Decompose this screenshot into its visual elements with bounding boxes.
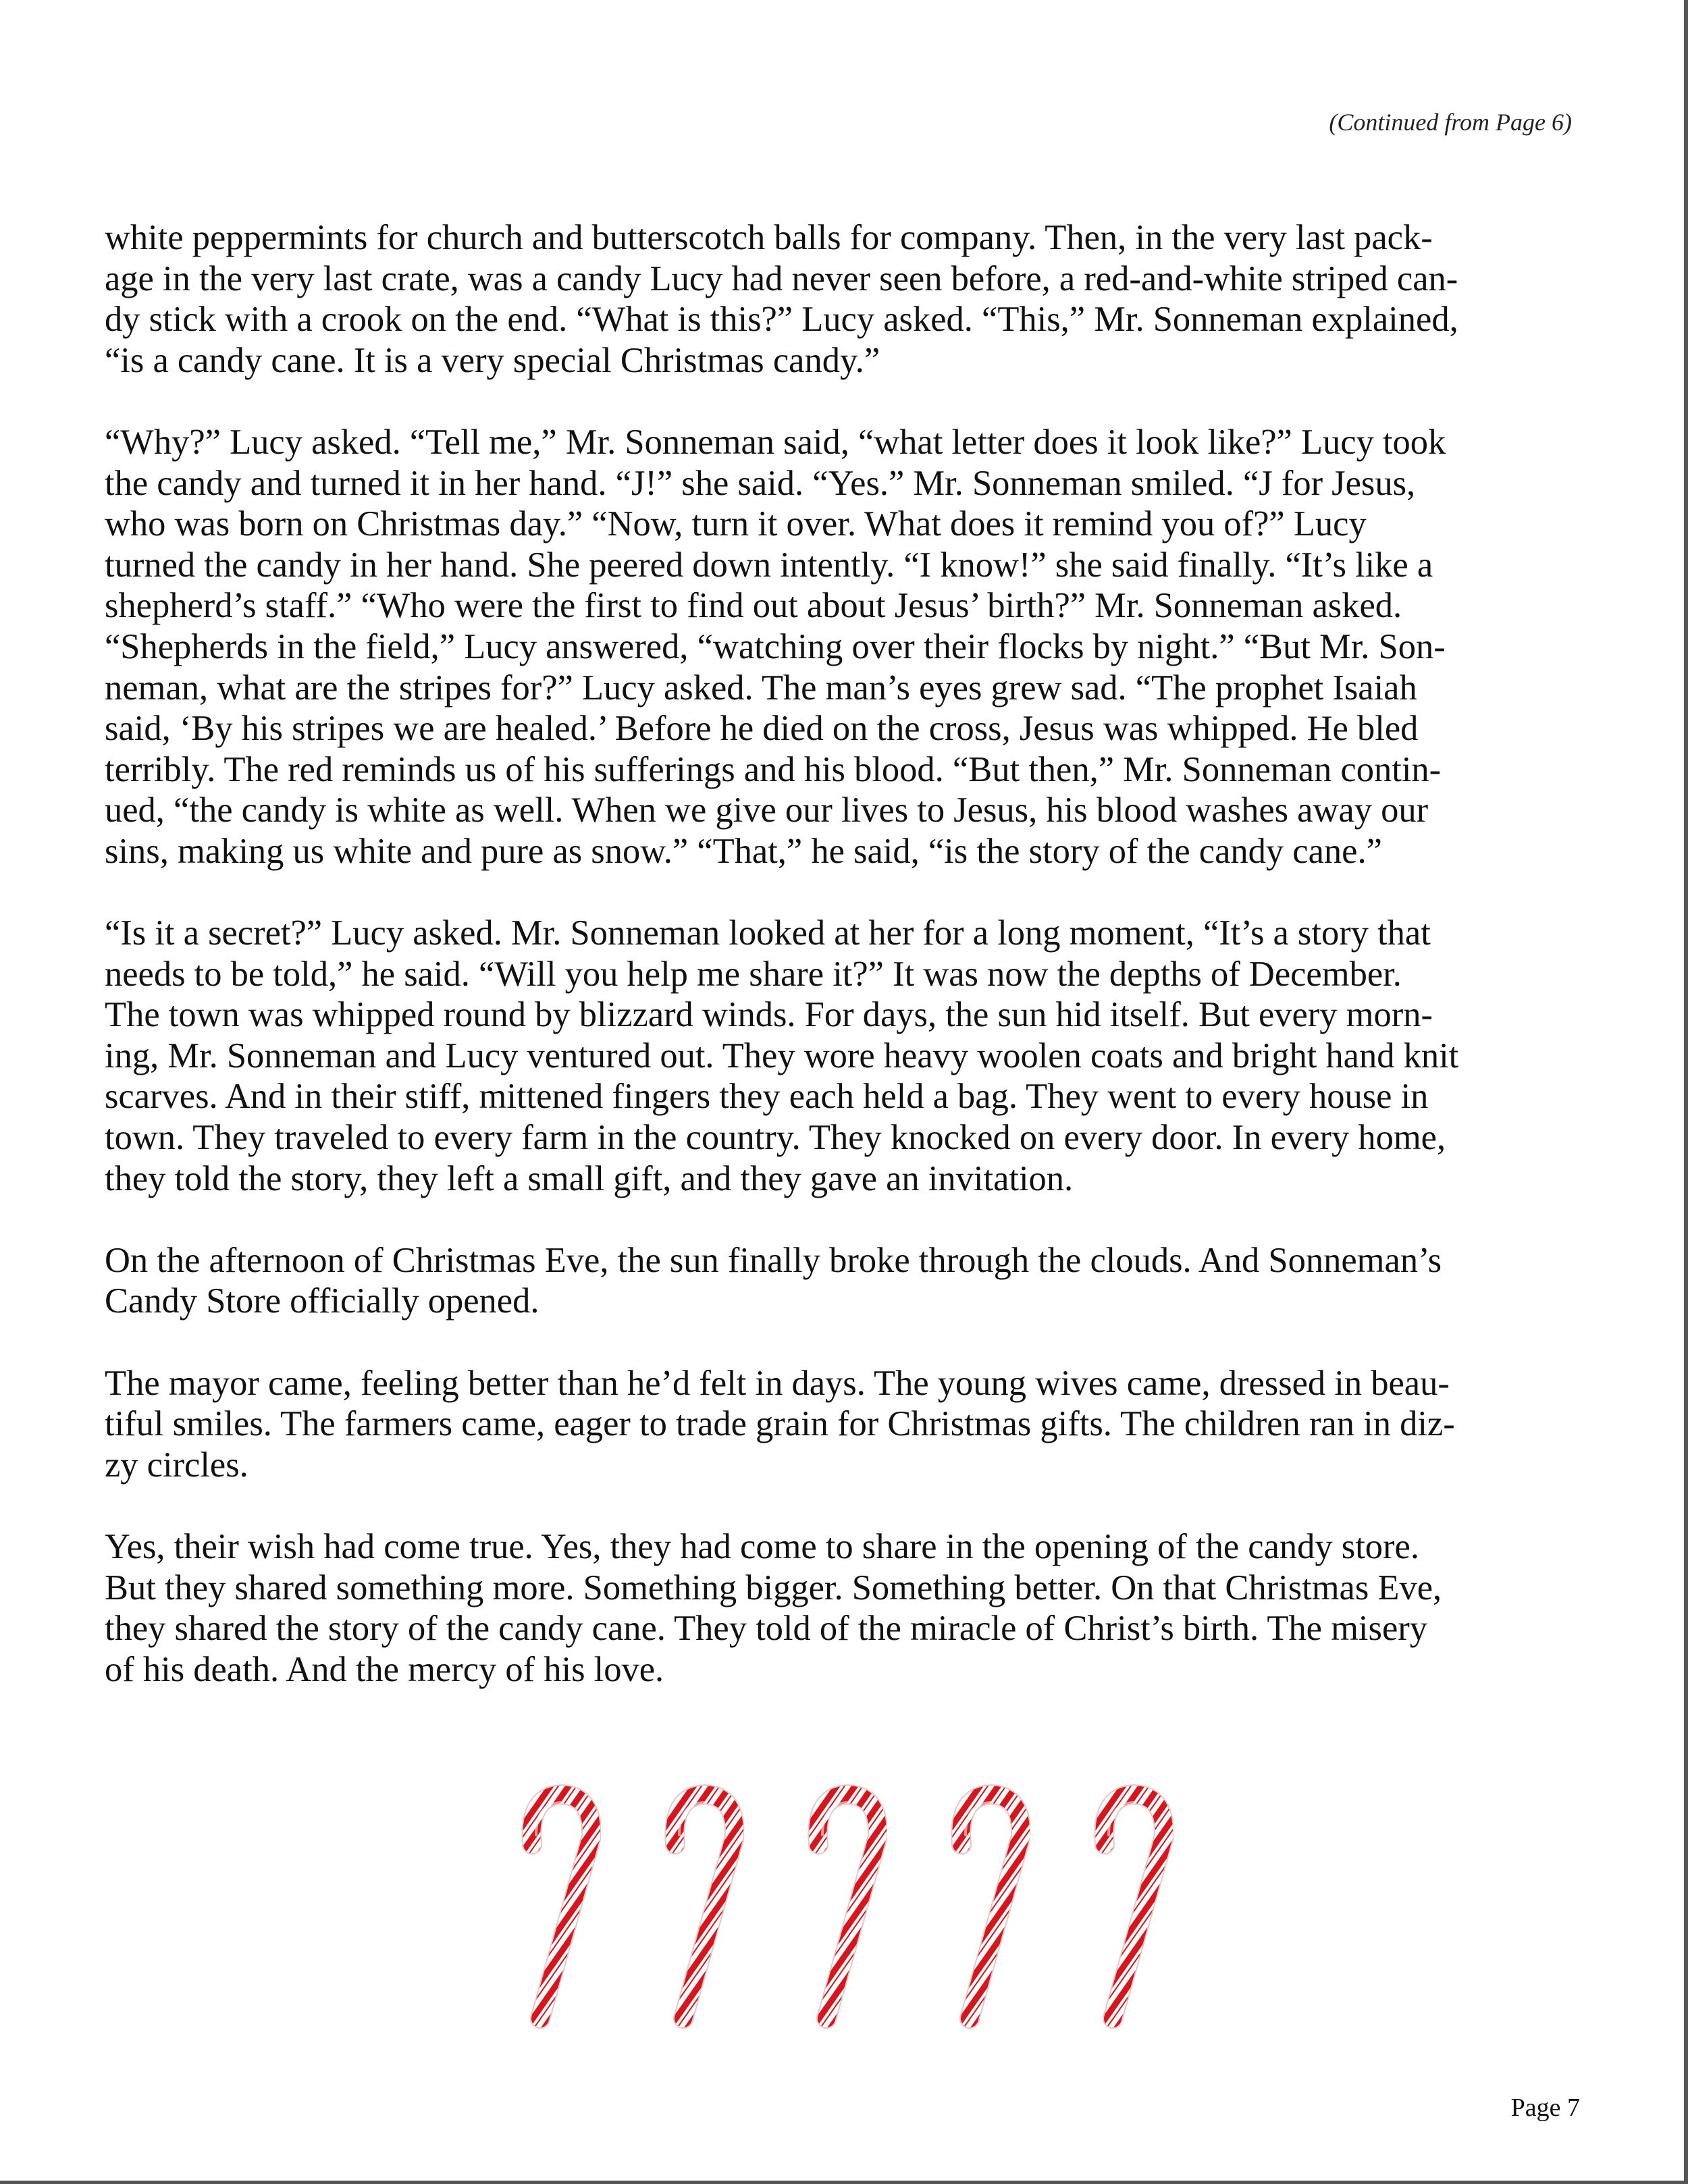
- story-paragraph: The mayor came, feeling better than he’d felt in days. The young wives came, dressed in beau- tiful smiles. The farmers came, eager to trade grain for Christmas gifts. The children ran in diz- zy circles.: [105, 1363, 1455, 1485]
- continued-note: (Continued from Page 6): [1329, 109, 1572, 136]
- candy-cane-icon: [943, 1782, 1030, 2032]
- page-edge-right: [1684, 0, 1688, 2184]
- candy-cane-icon: [1086, 1782, 1173, 2032]
- candy-cane-icon: [513, 1782, 601, 2032]
- candy-cane-icon: [656, 1782, 744, 2032]
- story-body: [105, 217, 1583, 1731]
- story-paragraph: On the afternoon of Christmas Eve, the sun finally broke through the clouds. And Sonneman’s Candy Store officially opened.: [105, 1240, 1442, 1321]
- candy-cane-icon: [799, 1782, 887, 2032]
- story-paragraph: white peppermints for church and butterscotch balls for company. Then, in the very last pack- age in the very last crate, was a candy Lucy had never seen before, a red-and-white striped can- dy stick with a crook on the end. “What is this?” Lucy asked. “This,” Mr. Sonneman explained, “is a candy cane. It is a very special Christmas candy.”: [105, 218, 1458, 380]
- story-paragraph: Yes, their wish had come true. Yes, they had come to share in the opening of the candy store. But they shared something more. Something bigger. Something better. On that Christmas Eve, they shared the story of the candy cane. They told of the miracle of Christ’s birth. The misery of his death. And the mercy of his love.: [105, 1527, 1442, 1689]
- page-edge-bottom: [0, 2181, 1688, 2184]
- story-paragraph: “Why?” Lucy asked. “Tell me,” Mr. Sonneman said, “what letter does it look like?” Lucy took the candy and turned it in her hand. “J!” she said. “Yes.” Mr. Sonneman smiled. “J for Jesus, who was born on Christmas day.” “Now, turn it over. What does it remind you of?” Lucy turned the candy in her hand. She peered down intently. “I know!” she said finally. “It’s like a shepherd’s staff.” “Who were the first to find out about Jesus’ birth?” Mr. Sonneman asked. “Shepherds in the field,” Lucy answered, “watching over their flocks by night.” “But Mr. Son- neman, what are the stripes for?” Lucy asked. The man’s eyes grew sad. “The prophet Isaiah said, ‘By his stripes we are healed.’ Before he died on the cross, Jesus was whipped. He bled terribly. The red reminds us of his sufferings and his blood. “But then,” Mr. Sonneman contin- ued, “the candy is white as well. When we give our lives to Jesus, his blood washes away our sins, making us white and pure as snow.” “That,” he said, “is the story of the candy cane.”: [105, 422, 1446, 871]
- page-number: Page 7: [1510, 2094, 1580, 2122]
- story-paragraph: “Is it a secret?” Lucy asked. Mr. Sonneman looked at her for a long moment, “It’s a story that needs to be told,” he said. “Will you help me share it?” It was now the depths of December. The town was whipped round by blizzard winds. For days, the sun hid itself. But every morn- ing, Mr. Sonneman and Lucy ventured out. They wore heavy woolen coats and bright hand knit scarves. And in their stiff, mittened fingers they each held a bag. They went to every house in town. They traveled to every farm in the country. They knocked on every door. In every home, they told the story, they left a small gift, and they gave an invitation.: [105, 913, 1459, 1198]
- candy-cane-row: [513, 1782, 1188, 2032]
